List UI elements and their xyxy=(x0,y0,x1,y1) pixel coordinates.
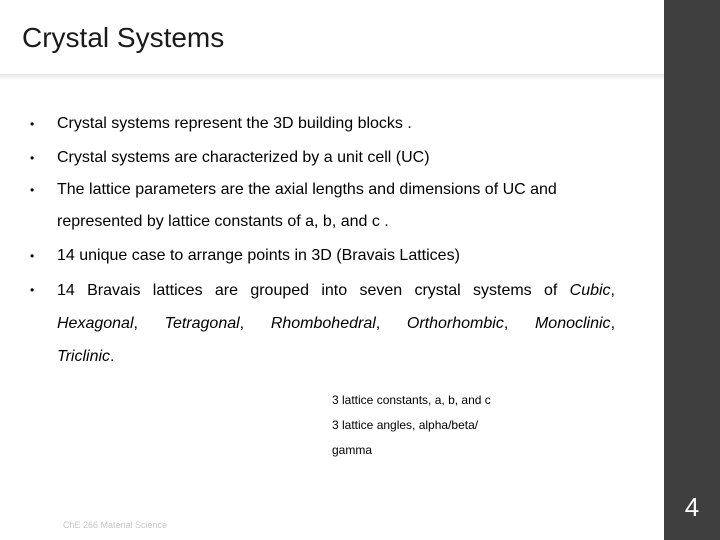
bullet-item xyxy=(30,108,615,140)
crystal-system-name: Triclinic xyxy=(57,348,111,365)
bullet-dot: • xyxy=(30,183,35,197)
slide-title: Crystal Systems xyxy=(22,22,225,53)
bullet-lead-text: 14 Bravais lattices are grouped into seven crystal systems of xyxy=(57,282,558,299)
note-line: 3 lattice angles, alpha/beta/ xyxy=(332,418,479,432)
bullet-item xyxy=(30,174,615,238)
page-number: 4 xyxy=(684,492,700,522)
crystal-system-name: Tetragonal xyxy=(164,315,240,332)
bullet-line: 14 Bravais lattices are grouped into seven crystal systems of Cubic, xyxy=(57,282,615,299)
bullet-text: Crystal systems represent the 3D building blocks . xyxy=(57,115,412,132)
note-line: 3 lattice constants, a, b, and c xyxy=(332,393,491,407)
bullet-list xyxy=(30,108,615,373)
bullet-dot: • xyxy=(30,117,35,131)
bullet-dot: • xyxy=(30,249,35,263)
side-bar xyxy=(664,0,720,540)
crystal-system-name: Monoclinic xyxy=(534,315,611,332)
lattice-note xyxy=(332,388,562,463)
bullet-item xyxy=(30,240,615,272)
bullet-dot: • xyxy=(30,283,35,297)
bullet-dot: • xyxy=(30,151,35,165)
bullet-text: The lattice parameters are the axial lengths and dimensions of UC and represented by lattice constants of a, b, and c . xyxy=(57,181,557,230)
note-line: gamma xyxy=(332,443,373,457)
bullet-text: 14 unique case to arrange points in 3D (Bravais Lattices) xyxy=(57,247,460,264)
crystal-system-name: Orthorhombic xyxy=(406,315,504,332)
crystal-system-name: Rhombohedral xyxy=(270,315,376,332)
bullet-line: Hexagonal, Tetragonal, Rhombohedral, Orthorhombic, Monoclinic, xyxy=(57,315,616,332)
crystal-system-name: Cubic xyxy=(569,282,611,299)
bullet-text: Crystal systems are characterized by a unit cell (UC) xyxy=(57,149,430,166)
title-divider xyxy=(0,74,664,80)
bullet-item xyxy=(30,142,615,174)
bullet-item-crystal-systems xyxy=(30,274,615,373)
bullet-line: Triclinic. xyxy=(57,348,115,365)
footer-course-label: ChE 266 Material Science xyxy=(63,520,168,530)
crystal-system-name: Hexagonal xyxy=(57,315,134,332)
